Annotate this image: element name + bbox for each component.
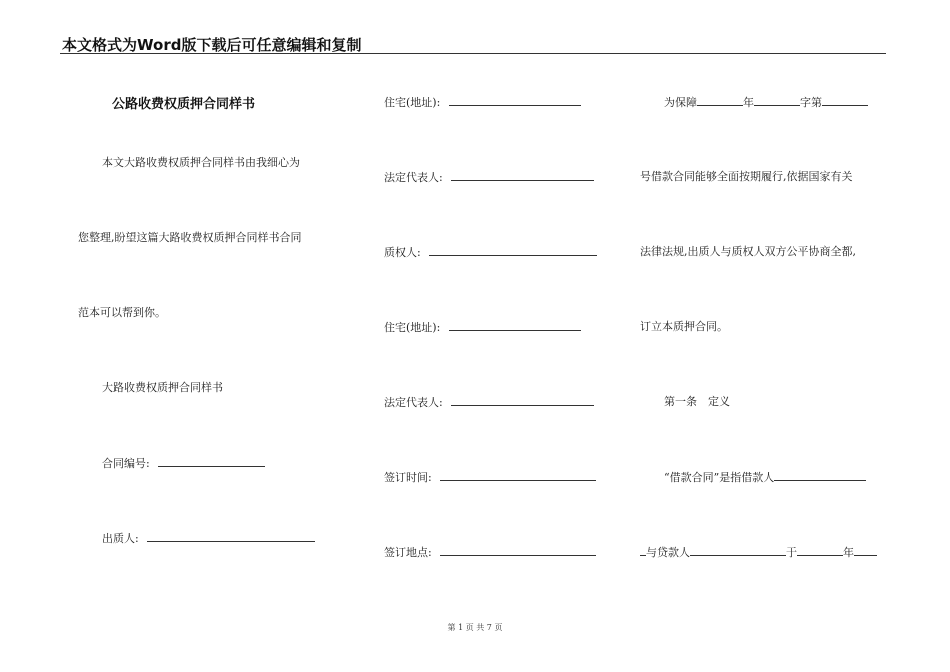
pledgor-row (102, 529, 315, 546)
clause-line-7 (640, 543, 877, 560)
sign-time-label: 签订时间: (384, 471, 432, 484)
legal-rep-2-label: 法定代表人: (384, 396, 443, 409)
contract-number-row (102, 454, 265, 471)
legal-rep-1-blank (451, 168, 594, 181)
document-title: 公路收费权质押合同样书 (112, 97, 256, 112)
sign-place-row (384, 543, 596, 560)
clause-line-1 (664, 93, 868, 110)
article-1-heading: 第一条 定义 (664, 395, 730, 408)
sign-place-label: 签订地点: (384, 546, 432, 559)
pledgee-row (384, 243, 597, 260)
clause-1-blank-b (754, 93, 800, 106)
clause-line-4: 订立本质押合同。 (640, 320, 728, 333)
borrower-blank (774, 468, 866, 481)
header-divider (60, 53, 886, 54)
pledgee-blank (429, 243, 597, 256)
legal-rep-2-blank (451, 393, 594, 406)
intro-line-1: 本文大路收费权质押合同样书由我细心为 (102, 156, 300, 169)
sign-place-blank (440, 543, 596, 556)
clause-1-blank-a (697, 93, 743, 106)
legal-rep-1-row (384, 168, 594, 185)
pledgor-label: 出质人: (102, 532, 139, 545)
intro-line-3: 范本可以帮到你。 (78, 306, 166, 319)
clause-line-6 (664, 468, 866, 485)
clause-line-2: 号借款合同能够全面按期履行,依据国家有关 (640, 170, 853, 183)
contract-subtitle: 大路收费权质押合同样书 (102, 381, 223, 394)
clause-line-3: 法律法规,出质人与质权人双方公平协商全都, (640, 245, 856, 258)
legal-rep-1-label: 法定代表人: (384, 171, 443, 184)
page-footer: 第 1 页 共 7 页 (447, 623, 503, 632)
intro-line-2: 您整理,盼望这篇大路收费权质押合同样书合同 (78, 231, 302, 244)
document-header: 本文格式为Word版下载后可任意编辑和复制 (62, 36, 362, 54)
pledgee-label: 质权人: (384, 246, 421, 259)
clause-1-text-b: 年 (743, 96, 754, 109)
contract-number-blank (158, 454, 265, 467)
clause-1-text-c: 字第 (800, 96, 822, 109)
clause-1-blank-c (822, 93, 868, 106)
clause-7-blank-b (797, 543, 843, 556)
address-1-row (384, 93, 581, 110)
clause-7-text-a: 与贷款人 (646, 546, 690, 559)
legal-rep-2-row (384, 393, 594, 410)
address-1-label: 住宅(地址): (384, 96, 441, 109)
contract-number-label: 合同编号: (102, 457, 150, 470)
clause-6-text: “借款合同”是指借款人 (664, 471, 775, 484)
clause-1-text-a: 为保障 (664, 96, 697, 109)
address-2-blank (449, 318, 581, 331)
address-1-blank (449, 93, 581, 106)
address-2-label: 住宅(地址): (384, 321, 441, 334)
sign-time-blank (440, 468, 596, 481)
address-2-row (384, 318, 581, 335)
lender-blank (690, 543, 786, 556)
pledgor-blank (147, 529, 315, 542)
clause-7-blank-c (854, 543, 877, 556)
clause-7-text-c: 年 (843, 546, 854, 559)
clause-7-text-b: 于 (786, 546, 797, 559)
sign-time-row (384, 468, 596, 485)
